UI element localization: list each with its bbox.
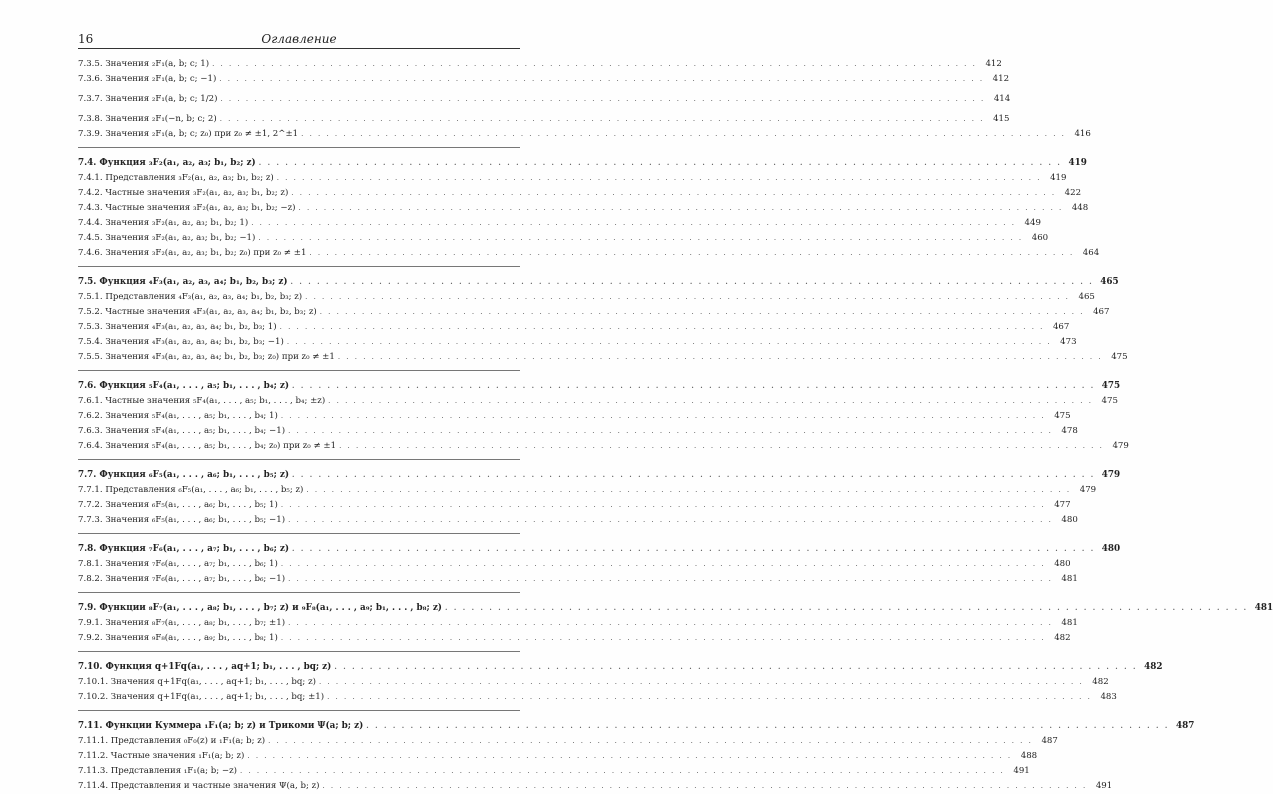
toc-entry-title: 7.11.3. Представления ₁F₁(a; b; −z)	[78, 766, 238, 776]
toc-page-number: 491	[1013, 766, 1030, 776]
page-header	[78, 30, 520, 49]
toc-entry-title: 7.4. Функция ₃F₂(a₁, a₂, a₃; b₁, b₂; z)	[78, 158, 256, 168]
section-divider	[78, 710, 520, 711]
toc-entry[interactable]	[78, 112, 1010, 127]
toc-page-number: 465	[1078, 292, 1095, 302]
dot-leader	[240, 764, 1005, 779]
dot-leader	[288, 424, 1053, 439]
toc-entry-title: 7.4.5. Значения ₃F₂(a₁, a₂, a₃; b₁, b₂; −1)	[78, 233, 256, 243]
toc-entry-title: 7.4.1. Представления ₃F₂(a₁, a₂, a₃; b₁, b₂; z)	[78, 173, 274, 183]
toc-page-number: 480	[1054, 559, 1071, 569]
dot-leader	[366, 717, 1169, 734]
toc-page-number: 488	[1020, 751, 1038, 761]
dot-leader	[287, 335, 1052, 350]
toc-page-number: 415	[993, 114, 1010, 124]
dot-leader	[268, 734, 1033, 749]
dot-leader	[305, 290, 1070, 305]
toc-entry[interactable]	[78, 335, 1077, 350]
toc-page-number: 487	[1175, 721, 1195, 731]
toc-entry-title: 7.4.3. Частные значения ₃F₂(a₁, a₂, a₃; b₁, b₂; −z)	[78, 203, 296, 213]
dot-leader	[292, 466, 1095, 483]
dot-leader	[259, 154, 1062, 171]
dot-leader	[291, 186, 1056, 201]
toc-entry-title: 7.3.8. Значения ₂F₁(−n, b; c; 2)	[78, 114, 217, 124]
toc-entry[interactable]	[78, 409, 1071, 424]
toc-page-number: 477	[1054, 500, 1071, 510]
toc-entry-title: 7.11.2. Частные значения ₁F₁(a; b; z)	[78, 751, 245, 761]
dot-leader	[301, 127, 1066, 142]
toc-entry-title: 7.5.3. Значения ₄F₃(a₁, a₂, a₃, a₄; b₁, b₂, b₃; 1)	[78, 322, 277, 332]
dot-leader	[219, 72, 984, 87]
toc-entry[interactable]	[78, 764, 1030, 779]
toc-entry[interactable]	[78, 87, 1011, 112]
toc-entry-title: 7.4.4. Значения ₃F₂(a₁, a₂, a₃; b₁, b₂; 1)	[78, 218, 249, 228]
toc-entry[interactable]	[78, 394, 1118, 409]
dot-leader	[292, 540, 1095, 557]
dot-leader	[299, 201, 1064, 216]
toc-page-number: 448	[1071, 203, 1089, 213]
dot-leader	[338, 350, 1103, 365]
toc-page-number: 481	[1254, 603, 1273, 613]
toc-entry-title: 7.8.2. Значения ₇F₆(a₁, . . . , a₇; b₁, . . . , b₆; −1)	[78, 574, 286, 584]
section-divider	[78, 459, 520, 460]
dot-leader	[322, 779, 1087, 794]
toc-entry-title: 7.11.1. Представления ₀F₀(z) и ₁F₁(a; b; z)	[78, 736, 266, 746]
toc-section-heading[interactable]	[78, 658, 1163, 675]
toc-entry-title: 7.3.5. Значения ₂F₁(a, b; c; 1)	[78, 59, 210, 69]
dot-leader	[291, 273, 1094, 290]
dot-leader	[306, 483, 1071, 498]
toc-entry-title: 7.5.2. Частные значения ₄F₃(a₁, a₂, a₃, a₄; b₁, b₂, b₃; z)	[78, 307, 317, 317]
toc-entry-title: 7.5.4. Значения ₄F₃(a₁, a₂, a₃, a₄; b₁, b₂, b₃; −1)	[78, 337, 284, 347]
toc-page-number: 481	[1061, 574, 1078, 584]
toc-entry[interactable]	[78, 675, 1109, 690]
dot-leader	[258, 231, 1023, 246]
toc-entry[interactable]	[78, 572, 1078, 587]
toc-entry-title: 7.3.7. Значения ₂F₁(a, b; c; 1/2)	[78, 94, 218, 104]
toc-entry-title: 7.9.1. Значения ₈F₇(a₁, . . . , a₈; b₁, . . . , b₇; ±1)	[78, 618, 286, 628]
toc-page-number: 487	[1041, 736, 1058, 746]
toc-page-number: 475	[1101, 381, 1121, 391]
dot-leader	[277, 171, 1042, 186]
dot-leader	[247, 749, 1012, 764]
toc-page-number: 478	[1061, 426, 1078, 436]
dot-leader	[281, 631, 1046, 646]
toc-entry[interactable]	[78, 201, 1089, 216]
toc-section-heading[interactable]	[78, 466, 1121, 483]
dot-leader	[327, 690, 1092, 705]
dot-leader	[320, 305, 1085, 320]
dot-leader	[212, 57, 977, 72]
toc-page-number: 473	[1060, 337, 1077, 347]
dot-leader	[220, 87, 985, 112]
toc-entry-title: 7.5.5. Значения ₄F₃(a₁, a₂, a₃, a₄; b₁, b₂, b₃; z₀) при z₀ ≠ ±1	[78, 352, 335, 362]
toc-page-number: 480	[1101, 544, 1121, 554]
toc-entry[interactable]	[78, 631, 1071, 646]
toc-entry[interactable]	[78, 350, 1128, 365]
toc-entry-title: 7.8.1. Значения ₇F₆(a₁, . . . , a₇; b₁, . . . , b₆; 1)	[78, 559, 278, 569]
toc-page-number: 419	[1050, 173, 1067, 183]
toc-section-heading[interactable]	[78, 273, 1119, 290]
dot-leader	[251, 216, 1016, 231]
toc-entry-title: 7.11.4. Представления и частные значения Ψ(a, b; z)	[78, 781, 320, 791]
toc-entry[interactable]	[78, 186, 1082, 201]
toc-entry-title: 7.6.4. Значения ₅F₄(a₁, . . . , a₅; b₁, . . . , b₄; z₀) при z₀ ≠ ±1	[78, 441, 337, 451]
toc-entry[interactable]	[78, 216, 1041, 231]
section-divider	[78, 651, 520, 652]
toc-section-heading[interactable]	[78, 154, 1087, 171]
toc-entry[interactable]	[78, 513, 1078, 528]
toc-page-number: 412	[992, 74, 1010, 84]
section-divider	[78, 147, 520, 148]
toc-page-number: 481	[1061, 618, 1078, 628]
toc-page-number: 449	[1024, 218, 1041, 228]
toc-entry[interactable]	[78, 246, 1100, 261]
toc-entry-title: 7.7.3. Значения ₆F₅(a₁, . . . , a₆; b₁, . . . , b₅; −1)	[78, 515, 286, 525]
toc-entry-title: 7.3.6. Значения ₂F₁(a, b; c; −1)	[78, 74, 217, 84]
toc-page-number: 483	[1100, 692, 1117, 702]
section-divider	[78, 533, 520, 534]
toc-page-number: 480	[1061, 515, 1078, 525]
toc-page-number: 416	[1074, 129, 1091, 139]
toc-entry[interactable]	[78, 498, 1071, 513]
toc-entry-title: 7.6.3. Значения ₅F₄(a₁, . . . , a₅; b₁, . . . , b₄; −1)	[78, 426, 286, 436]
toc-page-number: 419	[1068, 158, 1087, 168]
dot-leader	[445, 599, 1248, 616]
dot-leader	[280, 320, 1045, 335]
section-divider	[78, 266, 520, 267]
table-of-contents	[78, 57, 1273, 794]
toc-page-number: 479	[1112, 441, 1129, 451]
dot-leader	[319, 675, 1084, 690]
toc-entry-title: 7.7.1. Представления ₆F₅(a₁, . . . , a₆; b₁, . . . , b₅; z)	[78, 485, 304, 495]
toc-entry[interactable]	[78, 171, 1067, 186]
dot-leader	[328, 394, 1093, 409]
toc-entry[interactable]	[78, 690, 1117, 705]
section-divider	[78, 592, 520, 593]
toc-entry-title: 7.4.6. Значения ₃F₂(a₁, a₂, a₃; b₁, b₂; z₀) при z₀ ≠ ±1	[78, 248, 307, 258]
toc-page-number: 467	[1052, 322, 1070, 332]
toc-entry[interactable]	[78, 557, 1071, 572]
page-number: 16	[78, 32, 94, 46]
dot-leader	[281, 409, 1046, 424]
toc-section-heading[interactable]	[78, 599, 1273, 616]
toc-page-number: 414	[993, 94, 1011, 104]
toc-page-number: 475	[1111, 352, 1128, 362]
dot-leader	[288, 513, 1053, 528]
dot-leader	[339, 439, 1104, 454]
toc-entry-title: 7.7. Функция ₆F₅(a₁, . . . , a₆; b₁, . . . , b₅; z)	[78, 470, 290, 480]
toc-entry-title: 7.6.1. Частные значения ₅F₄(a₁, . . . , a₅; b₁, . . . , b₄; ±z)	[78, 396, 326, 406]
toc-page-number: 479	[1079, 485, 1097, 495]
toc-page-number: 465	[1100, 277, 1119, 287]
toc-entry-title: 7.9. Функции ₈F₇(a₁, . . . , a₈; b₁, . . . , b₇; z) и ₉F₈(a₁, . . . , a₉; b₁, . . . , b₈; z)	[78, 603, 442, 613]
toc-entry[interactable]	[78, 734, 1058, 749]
toc-entry-title: 7.9.2. Значения ₉F₈(a₁, . . . , a₉; b₁, . . . , b₈; 1)	[78, 633, 278, 643]
toc-page-number: 412	[985, 59, 1002, 69]
toc-entry-title: 7.6. Функция ₅F₄(a₁, . . . , a₅; b₁, . . . , b₄; z)	[78, 381, 290, 391]
toc-entry[interactable]	[78, 320, 1070, 335]
toc-entry-title: 7.7.2. Значения ₆F₅(a₁, . . . , a₆; b₁, . . . , b₅; 1)	[78, 500, 278, 510]
toc-page-number: 467	[1093, 307, 1110, 317]
toc-section-heading[interactable]	[78, 540, 1121, 557]
toc-section-heading[interactable]	[78, 717, 1195, 734]
toc-entry[interactable]	[78, 57, 1002, 72]
toc-entry[interactable]	[78, 231, 1049, 246]
toc-entry[interactable]	[78, 72, 1010, 87]
toc-entry-title: 7.6.2. Значения ₅F₄(a₁, . . . , a₅; b₁, . . . , b₄; 1)	[78, 411, 278, 421]
dot-leader	[288, 616, 1053, 631]
toc-page-number: 460	[1031, 233, 1049, 243]
toc-entry-title: 7.3.9. Значения ₂F₁(a, b; c; z₀) при z₀ ≠ ±1, 2^±1	[78, 129, 299, 139]
toc-entry-title: 7.5. Функция ₄F₃(a₁, a₂, a₃, a₄; b₁, b₂, b₃; z)	[78, 277, 288, 287]
toc-page-number: 482	[1144, 662, 1163, 672]
toc-page-number: 422	[1064, 188, 1082, 198]
toc-entry-title: 7.11. Функции Куммера ₁F₁(a; b; z) и Трикоми Ψ(a; b; z)	[78, 721, 364, 731]
toc-entry[interactable]	[78, 749, 1038, 764]
toc-entry[interactable]	[78, 424, 1078, 439]
toc-page-number: 464	[1082, 248, 1100, 258]
dot-leader	[288, 572, 1053, 587]
running-title: Оглавление	[261, 32, 337, 46]
toc-entry[interactable]	[78, 483, 1097, 498]
toc-section-heading[interactable]	[78, 377, 1121, 394]
toc-entry-title: 7.10. Функция q+1Fq(a₁, . . . , aq+1; b₁, . . . , bq; z)	[78, 662, 332, 672]
toc-page-number: 479	[1101, 470, 1121, 480]
toc-entry[interactable]	[78, 127, 1091, 142]
toc-entry[interactable]	[78, 616, 1078, 631]
dot-leader	[334, 658, 1137, 675]
toc-page-number: 482	[1092, 677, 1109, 687]
dot-leader	[220, 112, 985, 127]
toc-entry[interactable]	[78, 305, 1110, 320]
toc-entry[interactable]	[78, 290, 1095, 305]
toc-entry-title: 7.4.2. Частные значения ₃F₂(a₁, a₂, a₃; b₁, b₂; z)	[78, 188, 289, 198]
toc-entry-title: 7.10.2. Значения q+1Fq(a₁, . . . , aq+1; b₁, . . . , bq; ±1)	[78, 692, 325, 702]
toc-page-number: 475	[1054, 411, 1071, 421]
dot-leader	[281, 557, 1046, 572]
dot-leader	[281, 498, 1046, 513]
section-divider	[78, 370, 520, 371]
toc-page-number: 491	[1095, 781, 1113, 791]
toc-page-number: 475	[1101, 396, 1118, 406]
toc-page-number: 482	[1054, 633, 1071, 643]
toc-entry-title: 7.8. Функция ₇F₆(a₁, . . . , a₇; b₁, . . . , b₆; z)	[78, 544, 290, 554]
dot-leader	[292, 377, 1095, 394]
toc-entry-title: 7.10.1. Значения q+1Fq(a₁, . . . , aq+1; b₁, . . . , bq; z)	[78, 677, 316, 687]
toc-entry[interactable]	[78, 439, 1129, 454]
toc-entry[interactable]	[78, 779, 1113, 794]
dot-leader	[309, 246, 1074, 261]
toc-entry-title: 7.5.1. Представления ₄F₃(a₁, a₂, a₃, a₄; b₁, b₂, b₃; z)	[78, 292, 303, 302]
